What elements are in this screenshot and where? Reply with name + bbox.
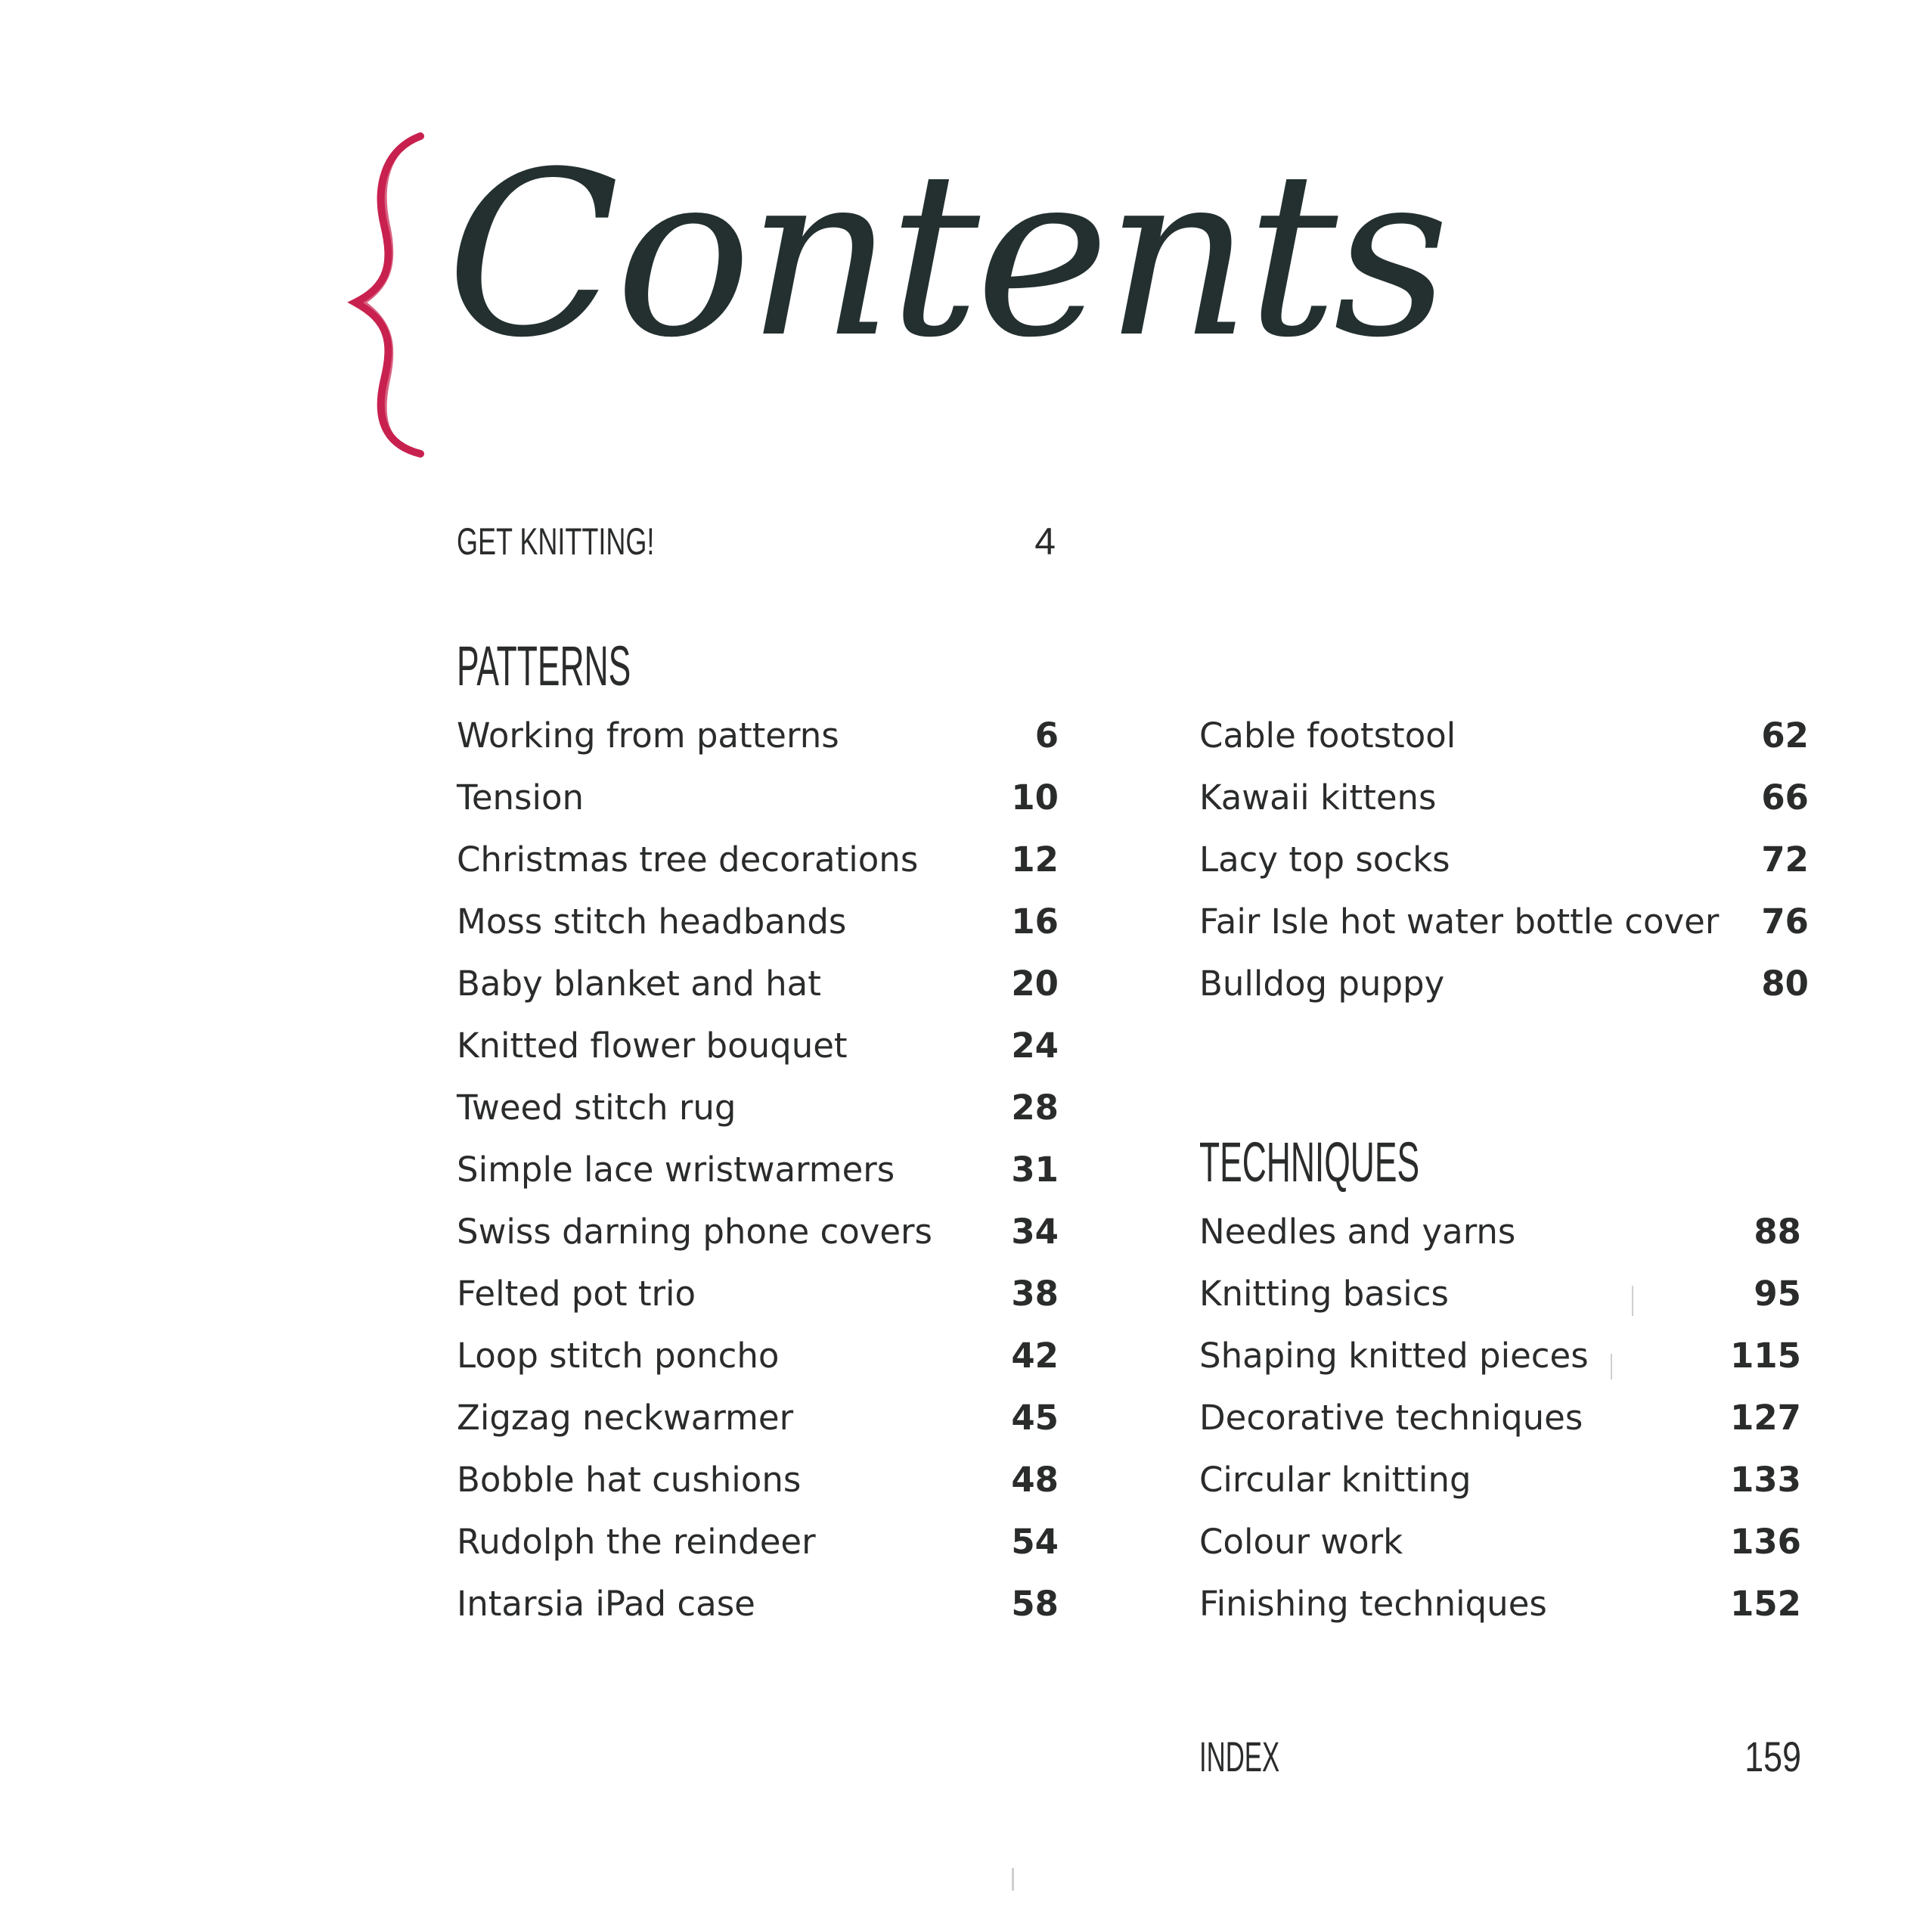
toc-entry-title: Loop stitch poncho (457, 1336, 780, 1376)
toc-entry-title: Bobble hat cushions (457, 1460, 802, 1500)
toc-entry-page-number: 133 (1730, 1460, 1801, 1500)
toc-entry (457, 1201, 1059, 1263)
techniques-heading: TECHNIQUES (1199, 1131, 1420, 1193)
toc-entry-title: Fair Isle hot water bottle cover (1199, 902, 1720, 942)
patterns-left-list (457, 705, 1059, 1635)
toc-entry (457, 1325, 1059, 1387)
toc-entry-page-number: 16 (1011, 902, 1059, 942)
toc-entry-page-number: 88 (1754, 1212, 1801, 1252)
toc-entry-page-number: 62 (1761, 715, 1809, 756)
toc-entry-page-number: 58 (1011, 1584, 1059, 1624)
toc-entry-page-number: 95 (1754, 1274, 1801, 1314)
toc-entry-title: Baby blanket and hat (457, 964, 821, 1004)
toc-entry-title: Finishing techniques (1199, 1584, 1547, 1624)
toc-entry (1199, 953, 1809, 1015)
index-page: 159 (1744, 1733, 1801, 1780)
scan-speck (1632, 1286, 1633, 1316)
toc-entry-page-number: 76 (1761, 902, 1809, 942)
toc-entry-page-number: 42 (1011, 1336, 1059, 1376)
toc-entry-title: Kawaii kittens (1199, 777, 1437, 818)
toc-entry-page-number: 66 (1761, 777, 1809, 818)
toc-entry-page-number: 72 (1761, 839, 1809, 880)
toc-entry-title: Lacy top socks (1199, 839, 1450, 880)
toc-entry (1199, 1263, 1801, 1325)
toc-entry-title: Colour work (1199, 1522, 1403, 1562)
toc-entry (1199, 1201, 1801, 1263)
toc-entry-page-number: 38 (1011, 1274, 1059, 1314)
toc-entry-title: Shaping knitted pieces (1199, 1336, 1589, 1376)
toc-entry (457, 953, 1059, 1015)
toc-entry (1199, 891, 1809, 953)
toc-entry (457, 705, 1059, 767)
toc-entry-title: Tension (457, 777, 585, 818)
toc-entry-page-number: 136 (1730, 1522, 1801, 1562)
toc-entry-page-number: 115 (1730, 1336, 1801, 1376)
toc-entry-page-number: 6 (1034, 715, 1059, 756)
toc-entry (1199, 705, 1809, 767)
toc-entry-title: Christmas tree decorations (457, 839, 919, 880)
toc-entry-page-number: 80 (1761, 964, 1809, 1004)
toc-entry (457, 1387, 1059, 1449)
toc-entry-title: Zigzag neckwarmer (457, 1398, 794, 1438)
page-title: Contents (446, 123, 1446, 387)
toc-entry (1199, 1449, 1801, 1511)
toc-entry-title: Circular knitting (1199, 1460, 1471, 1500)
toc-entry-page-number: 45 (1011, 1398, 1059, 1438)
toc-entry-title: Intarsia iPad case (457, 1584, 755, 1624)
toc-entry (457, 829, 1059, 891)
toc-entry-page-number: 34 (1011, 1212, 1059, 1252)
scan-speck (1611, 1354, 1612, 1379)
toc-entry-title: Felted pot trio (457, 1274, 696, 1314)
toc-entry-title: Knitted flower bouquet (457, 1026, 848, 1066)
toc-entry (457, 1573, 1059, 1635)
toc-entry (457, 891, 1059, 953)
toc-entry-page-number: 12 (1011, 839, 1059, 880)
toc-entry-page-number: 48 (1011, 1460, 1059, 1500)
toc-entry (457, 1015, 1059, 1077)
patterns-heading: PATTERNS (457, 635, 631, 697)
toc-entry-page-number: 152 (1730, 1584, 1801, 1624)
toc-entry-title: Decorative techniques (1199, 1398, 1583, 1438)
toc-entry-title: Cable footstool (1199, 715, 1456, 756)
toc-entry-title: Knitting basics (1199, 1274, 1449, 1314)
toc-entry (1199, 829, 1809, 891)
toc-entry-title: Tweed stitch rug (457, 1088, 737, 1128)
toc-entry-title: Simple lace wristwarmers (457, 1150, 895, 1190)
toc-entry-page-number: 10 (1011, 777, 1059, 818)
toc-entry-page-number: 31 (1011, 1150, 1059, 1190)
toc-entry-page-number: 127 (1730, 1398, 1801, 1438)
toc-entry (1199, 767, 1809, 829)
techniques-list (1199, 1201, 1801, 1635)
toc-entry-page-number: 20 (1011, 964, 1059, 1004)
toc-entry-title: Moss stitch headbands (457, 902, 847, 942)
intro-section-label: GET KNITTING! (457, 520, 655, 563)
toc-entry-page-number: 24 (1011, 1026, 1059, 1066)
index-label: INDEX (1199, 1733, 1280, 1780)
intro-section-page: 4 (1034, 520, 1056, 563)
toc-entry (457, 1263, 1059, 1325)
toc-entry-title: Needles and yarns (1199, 1212, 1516, 1252)
toc-entry (1199, 1387, 1801, 1449)
toc-entry-title: Bulldog puppy (1199, 964, 1445, 1004)
toc-entry (1199, 1573, 1801, 1635)
toc-entry (457, 1511, 1059, 1573)
patterns-right-list (1199, 705, 1809, 1015)
toc-entry-page-number: 28 (1011, 1088, 1059, 1128)
toc-entry-title: Swiss darning phone covers (457, 1212, 932, 1252)
toc-entry (1199, 1325, 1801, 1387)
toc-entry-title: Working from patterns (457, 715, 839, 756)
toc-entry (457, 1449, 1059, 1511)
toc-entry (457, 1077, 1059, 1139)
toc-entry-page-number: 54 (1011, 1522, 1059, 1562)
toc-entry (457, 1139, 1059, 1201)
toc-entry-title: Rudolph the reindeer (457, 1522, 816, 1562)
toc-entry (457, 767, 1059, 829)
curly-brace-ornament (339, 127, 437, 460)
scan-speck (1012, 1868, 1014, 1891)
toc-entry (1199, 1511, 1801, 1573)
